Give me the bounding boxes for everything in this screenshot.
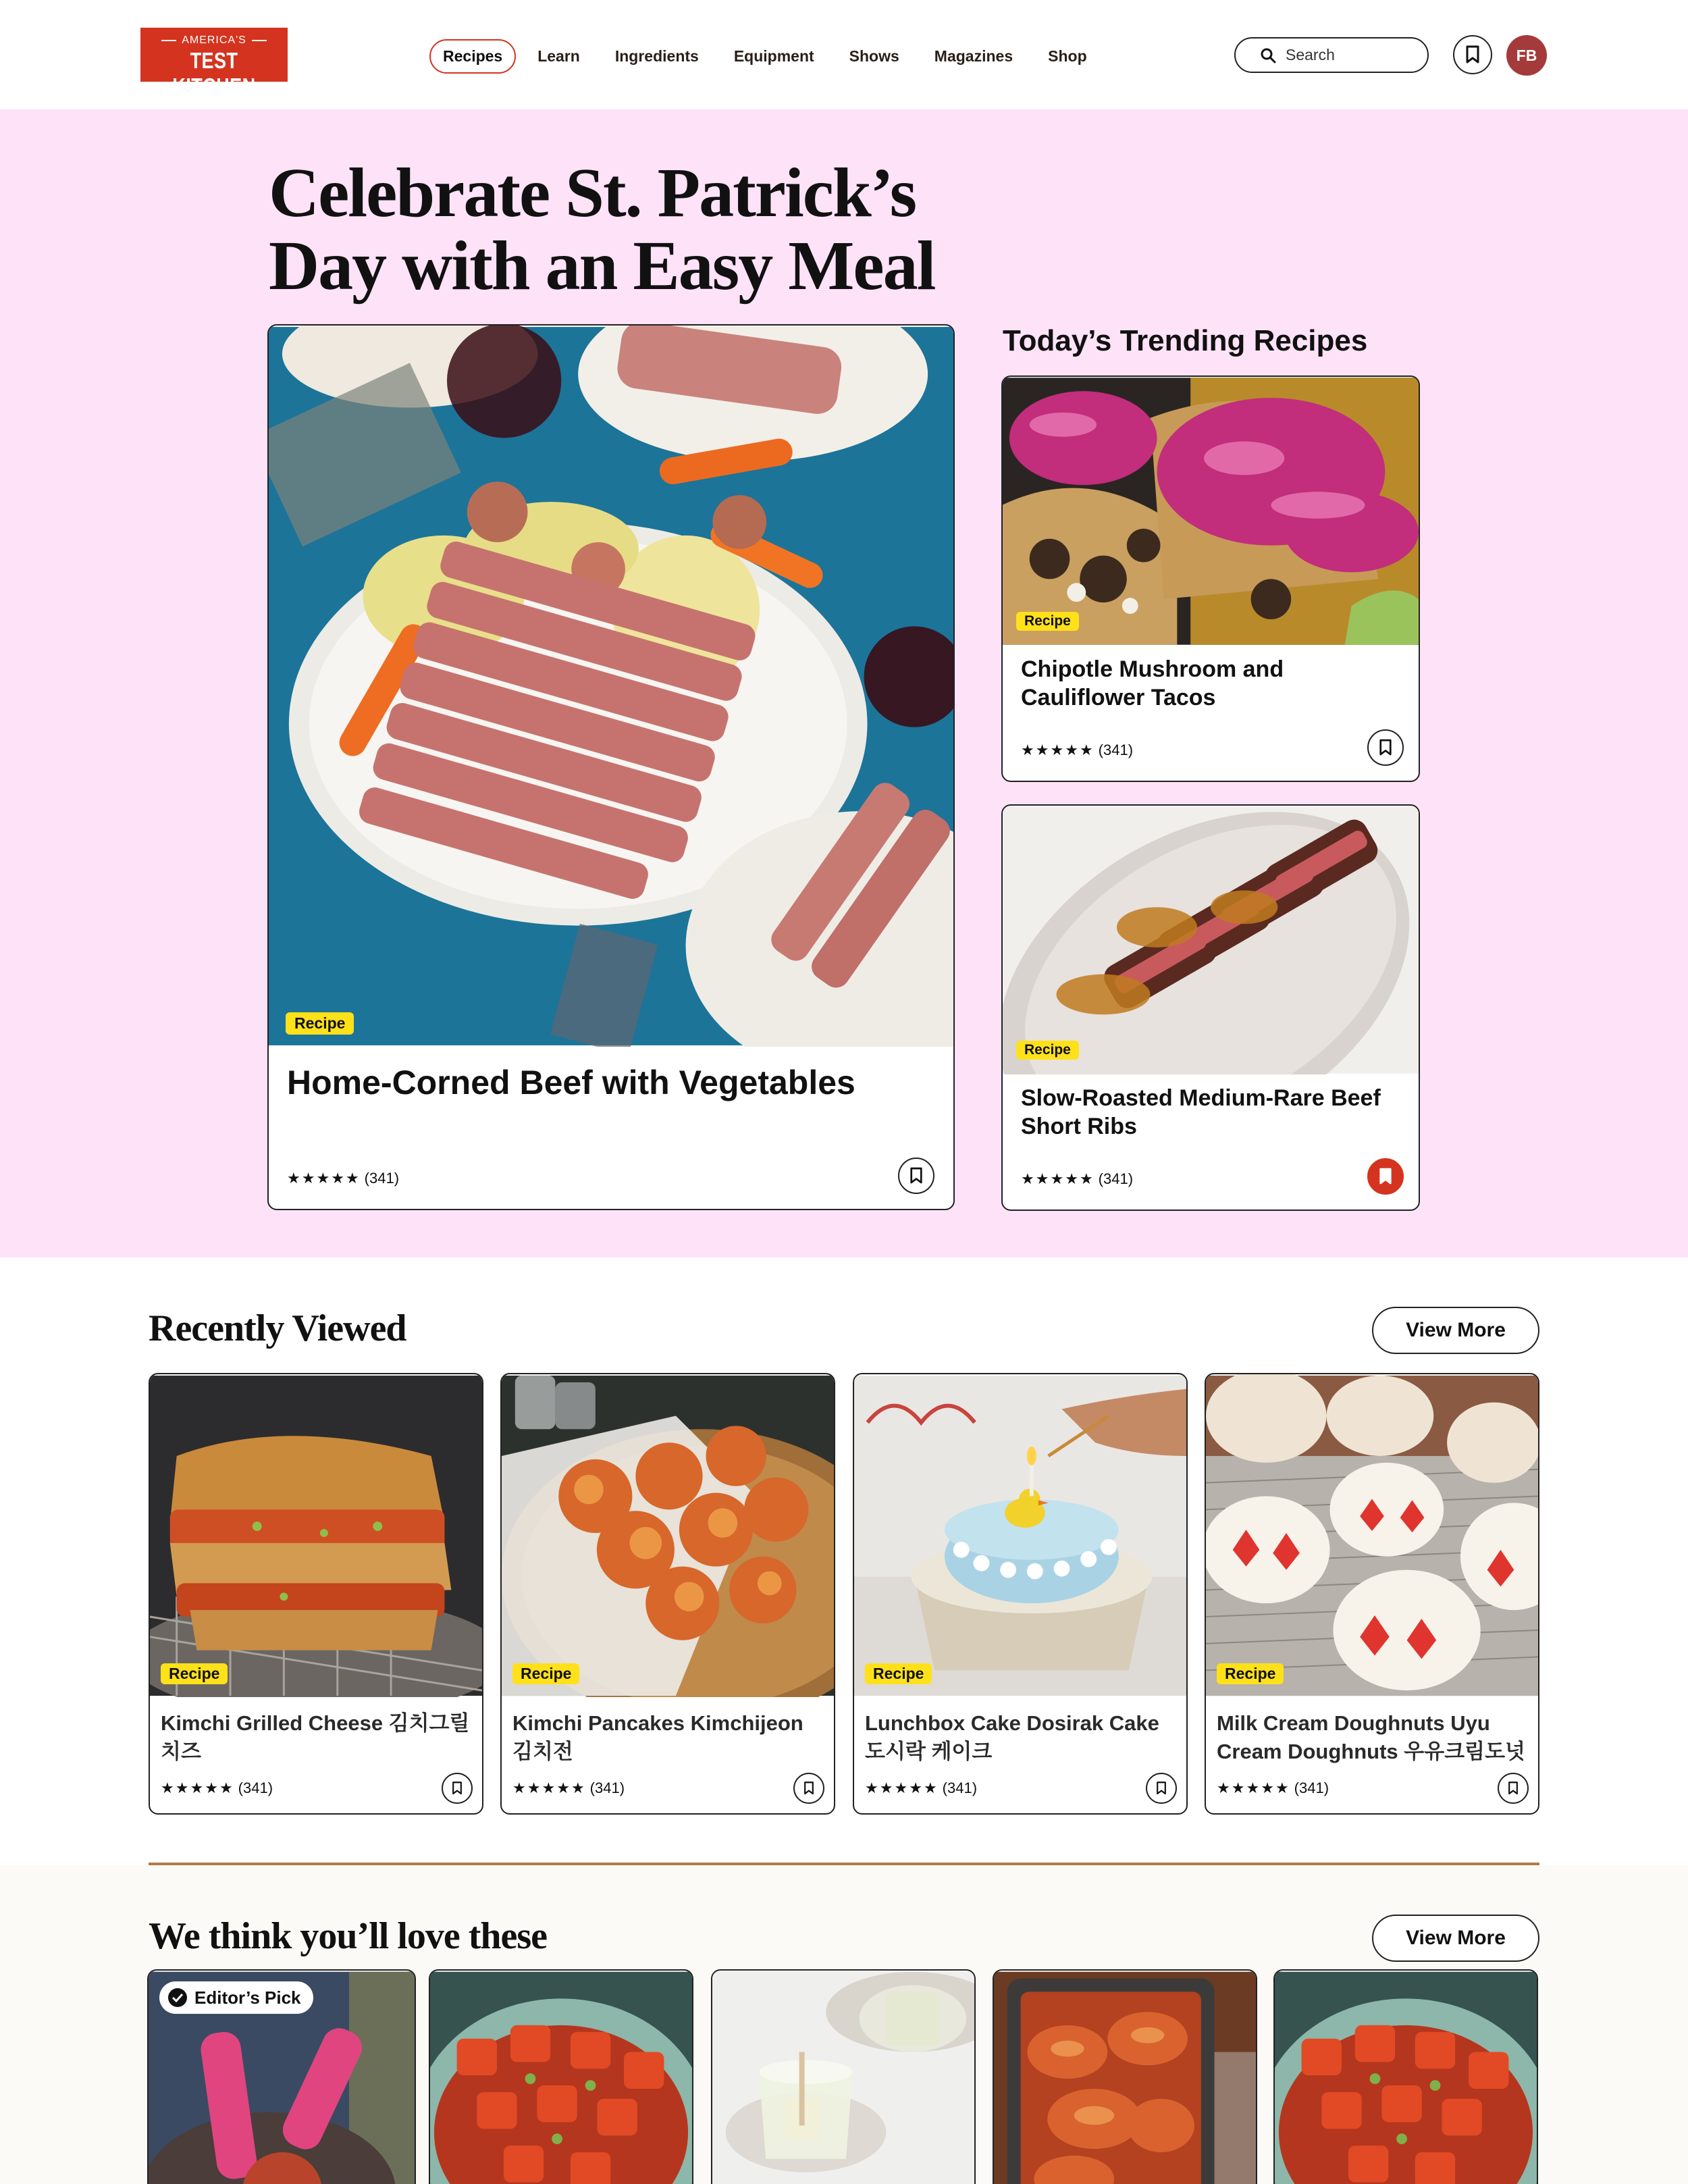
star-icon: ★	[1079, 1170, 1093, 1187]
star-icon: ★	[512, 1779, 526, 1796]
star-icon: ★	[1050, 1170, 1064, 1187]
kimchi-grilled-cheese-image	[150, 1374, 482, 1697]
star-rating	[512, 1779, 625, 1797]
editors-pick-label: Editor’s Pick	[194, 1987, 301, 2008]
star-icon: ★	[1231, 1779, 1245, 1796]
review-count: (341)	[1294, 1779, 1329, 1796]
main-nav	[429, 39, 1101, 74]
star-icon: ★	[865, 1779, 878, 1796]
bookmark-icon	[1156, 1781, 1167, 1796]
save-recipe-button[interactable]	[1498, 1773, 1529, 1804]
recipe-title: Kimchi Grilled Cheese 김치그릴치즈	[161, 1711, 470, 1763]
saved-recipe-button[interactable]	[1367, 1158, 1404, 1195]
logo-top-text: AMERICA'S	[182, 34, 246, 46]
star-icon: ★	[1035, 1170, 1049, 1187]
nav-magazines[interactable]: Magazines	[934, 47, 1013, 65]
star-icon: ★	[190, 1779, 204, 1796]
star-icon: ★	[1065, 742, 1078, 758]
star-icon: ★	[219, 1779, 233, 1796]
recommendations-heading: We think you’ll love these	[149, 1915, 548, 1957]
save-recipe-button[interactable]	[898, 1158, 934, 1194]
star-icon: ★	[1079, 742, 1093, 758]
bookmark-icon	[909, 1167, 923, 1185]
recipe-badge: Recipe	[161, 1663, 228, 1684]
star-icon: ★	[923, 1779, 937, 1796]
star-icon: ★	[1217, 1779, 1230, 1796]
star-rating	[161, 1779, 273, 1797]
recently-viewed-heading: Recently Viewed	[149, 1307, 406, 1349]
trending-recipe-card[interactable]	[1001, 804, 1420, 1211]
bookmark-icon	[452, 1781, 463, 1796]
page-title-line1: Celebrate St. Patrick’s	[269, 154, 916, 232]
star-icon: ★	[1021, 1170, 1034, 1187]
bookmark-icon	[1379, 739, 1392, 756]
star-icon: ★	[909, 1779, 922, 1796]
napa-kimchi-image	[994, 1971, 1256, 2184]
trending-heading: Today’s Trending Recipes	[1003, 324, 1368, 357]
star-rating	[865, 1779, 977, 1797]
star-icon: ★	[1035, 742, 1049, 758]
recommended-recipe-card[interactable]	[1273, 1969, 1538, 2184]
nav-learn[interactable]: Learn	[537, 47, 580, 65]
kimchi-pancakes-image	[502, 1374, 834, 1697]
star-icon: ★	[301, 1170, 315, 1187]
star-icon: ★	[1246, 1779, 1260, 1796]
star-icon: ★	[316, 1170, 330, 1187]
bookmark-icon	[1508, 1781, 1519, 1796]
search-icon	[1260, 47, 1276, 63]
recipe-title: Lunchbox Cake Dosirak Cake 도시락 케이크	[865, 1711, 1159, 1763]
tacos-image	[1003, 377, 1419, 646]
cream-doughnuts-image	[1206, 1374, 1538, 1697]
lunchbox-cake-image	[854, 1374, 1186, 1697]
star-icon: ★	[1065, 1170, 1078, 1187]
save-recipe-button[interactable]	[1146, 1773, 1177, 1804]
recent-recipe-card[interactable]	[1205, 1373, 1539, 1815]
bookmark-filled-icon	[1379, 1168, 1392, 1185]
review-count: (341)	[1098, 742, 1134, 758]
star-icon: ★	[1021, 742, 1034, 758]
star-icon: ★	[571, 1779, 585, 1796]
verified-check-icon	[167, 1987, 188, 2008]
nav-shop[interactable]: Shop	[1048, 47, 1087, 65]
star-icon: ★	[1261, 1779, 1274, 1796]
feature-recipe-card[interactable]	[267, 324, 955, 1210]
view-more-button[interactable]: View More	[1372, 1915, 1539, 1962]
star-icon: ★	[542, 1779, 556, 1796]
nav-recipes[interactable]: Recipes	[429, 39, 516, 74]
nav-shows[interactable]: Shows	[849, 47, 899, 65]
trending-recipe-card[interactable]	[1001, 375, 1420, 782]
star-rating	[1021, 742, 1133, 759]
recent-recipe-card[interactable]	[500, 1373, 835, 1815]
recipe-badge: Recipe	[1217, 1663, 1284, 1684]
star-rating	[1021, 1170, 1133, 1188]
star-icon: ★	[287, 1170, 300, 1187]
site-header	[0, 0, 1688, 109]
trending-recipe-title: Chipotle Mushroom and Cauliflower Tacos	[1021, 656, 1284, 710]
logo-bottom-text: TEST KITCHEN	[172, 48, 256, 99]
save-recipe-button[interactable]	[442, 1773, 473, 1804]
recommended-recipe-card[interactable]	[429, 1969, 693, 2184]
corned-beef-image	[269, 326, 953, 1047]
recipe-badge: Recipe	[865, 1663, 932, 1684]
page-title-line2: Day with an Easy Meal	[269, 227, 935, 305]
recipe-badge: Recipe	[286, 1012, 354, 1035]
recommended-recipe-card[interactable]	[711, 1969, 976, 2184]
page-title	[269, 154, 935, 305]
radish-kimchi-image	[1275, 1971, 1537, 2184]
saved-bookmarks-button[interactable]	[1453, 35, 1492, 74]
save-recipe-button[interactable]	[1367, 729, 1404, 766]
radish-kimchi-image	[430, 1971, 692, 2184]
view-more-button[interactable]: View More	[1372, 1307, 1539, 1354]
star-rating	[287, 1170, 399, 1187]
star-icon: ★	[894, 1779, 908, 1796]
bookmark-icon	[803, 1781, 814, 1796]
site-logo[interactable]	[140, 28, 288, 99]
star-rating	[1217, 1779, 1329, 1797]
recent-recipe-card[interactable]	[149, 1373, 483, 1815]
star-icon: ★	[1275, 1779, 1289, 1796]
bookmark-icon	[1465, 45, 1480, 64]
recommended-recipe-card[interactable]	[993, 1969, 1257, 2184]
recent-recipe-card[interactable]	[853, 1373, 1188, 1815]
trending-recipe-title: Slow-Roasted Medium-Rare Beef Short Ribs	[1021, 1085, 1381, 1139]
star-icon: ★	[1050, 742, 1064, 758]
star-icon: ★	[345, 1170, 359, 1187]
recipe-title: Kimchi Pancakes Kimchijeon 김치전	[512, 1711, 803, 1763]
recipe-title: Milk Cream Doughnuts Uyu Cream Doughnuts 우유크림도넛	[1217, 1711, 1525, 1763]
search-input[interactable]	[1234, 37, 1429, 73]
recipe-badge: Recipe	[512, 1663, 579, 1684]
review-count: (341)	[1098, 1170, 1134, 1187]
editors-pick-badge	[159, 1981, 313, 2014]
short-ribs-image	[1003, 806, 1419, 1074]
review-count: (341)	[364, 1170, 400, 1187]
save-recipe-button[interactable]	[793, 1773, 824, 1804]
recipe-badge: Recipe	[1016, 1041, 1079, 1060]
section-divider	[149, 1863, 1539, 1865]
star-icon: ★	[879, 1779, 893, 1796]
review-count: (341)	[942, 1779, 978, 1796]
feature-recipe-title: Home-Corned Beef with Vegetables	[287, 1064, 855, 1101]
nav-equipment[interactable]: Equipment	[733, 47, 814, 65]
search-placeholder: Search	[1286, 46, 1335, 63]
water-kimchi-image	[712, 1971, 974, 2184]
recipe-badge: Recipe	[1016, 612, 1079, 631]
star-icon: ★	[161, 1779, 174, 1796]
star-icon: ★	[556, 1779, 570, 1796]
star-icon: ★	[527, 1779, 541, 1796]
recommended-recipe-card[interactable]	[147, 1969, 416, 2184]
avatar[interactable]: FB	[1506, 35, 1547, 76]
star-icon: ★	[331, 1170, 344, 1187]
star-icon: ★	[175, 1779, 189, 1796]
review-count: (341)	[238, 1779, 273, 1796]
nav-ingredients[interactable]: Ingredients	[614, 47, 699, 65]
review-count: (341)	[589, 1779, 625, 1796]
star-icon: ★	[205, 1779, 218, 1796]
